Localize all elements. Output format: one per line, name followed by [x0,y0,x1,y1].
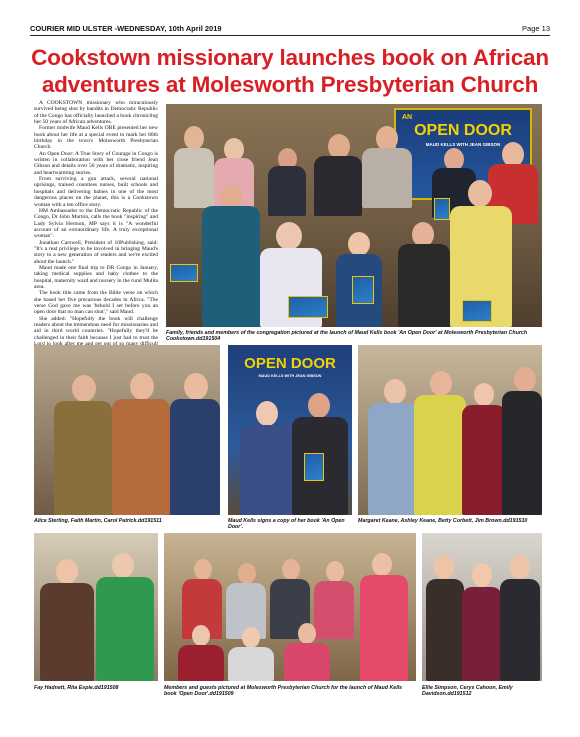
person-head [184,126,204,150]
person-head [72,375,96,402]
person-body [362,148,412,208]
banner-prefix: AN [402,114,413,121]
book-copy [304,453,324,481]
masthead-rule [30,35,550,36]
person-head [184,373,208,400]
banner-subtitle: MAUD KELLS WITH JEAN GIBSON [258,374,322,378]
caption-members-guests: Members and guests pictured at Molesworth Presbyterian Church for the launch of Maud Kells book 'Open Door'.dd191509 [164,685,403,698]
photo-trio-women [34,345,220,515]
person-body [500,579,540,681]
caption-three-girls: Ellie Simpson, Cerys Cahoon, Emily Davidson.dd191512 [422,685,513,698]
photo-book-signing [228,345,352,515]
photo-group-four [358,345,542,515]
person-head [514,367,536,392]
person-body [268,166,306,216]
main-group-photo [166,104,542,327]
banner-title: OPEN DOOR [414,122,512,139]
photo-two-women [34,533,158,681]
person-head [194,559,212,580]
person-head [510,555,530,579]
caption-main-photo: Family, friends and members of the congregation pictured at the launch of Maud Kells book 'An Open Door' at Molesworth Presbyterian Church Cookstown.dd191504 [166,330,528,343]
person-head [298,623,316,644]
person-body [314,156,362,216]
book-copy [434,198,450,220]
person-head [242,627,260,648]
person-head [348,232,370,256]
person-body [284,643,330,681]
person-body [174,148,214,208]
person-body [414,395,466,515]
person-body [398,244,450,327]
caption-photo-trio: Alice Sterling, Faith Martin, Carol Patrick.dd191511 [34,518,162,524]
person-body [54,401,112,515]
person-body [112,399,170,515]
person-body [202,206,260,327]
photo-members-guests [164,533,416,681]
person-head [308,393,330,418]
person-head [238,563,256,584]
person-head [192,625,210,646]
article-paragraph: From surviving a gun attack, several national uprisings, trained countless nurses, built schools and hospitals and delivering babies in one of the most dangerous places on the planet, this is a Cookstown woman with a ten office story. [34,176,158,208]
person-head [474,383,494,406]
caption-group-four: Margaret Keane, Ashley Keane, Betty Corbett, Jim Brown.dd191510 [358,518,528,524]
person-body [228,647,274,681]
person-body [426,579,464,681]
person-head [130,373,154,400]
person-body [178,645,224,681]
person-head [256,401,278,426]
article-paragraph: She added: "Hopefully the book will challenge readers about the tremendous need for missionaries and aid in third world countries. "Hopefully they'll be challenged in their faith because I just had to trust the [34,315,158,341]
person-body [502,391,542,515]
person-body [240,425,294,515]
article-paragraph: Maud made one final trip to DR Congo in January, taking medical supplies and baby clothes to the hospital, maternity ward and nursery in the rural Mulita area. [34,264,158,290]
article-paragraph: Former midwife Maud Kells OBE presented her new book about her life at a special event to mark her 80th birthday in the town's Molesworth Presbyterian Church. [34,125,158,151]
person-head [430,371,452,396]
caption-two-women: Fay Hadnett, Rita Espie.dd191508 [34,685,119,691]
book-copy [462,300,492,322]
person-body [314,581,354,639]
article-body [34,100,158,341]
person-head [112,553,134,578]
article-paragraph: The book title came from the Bible verse on which she based her five precarious decades in Africa. "The verse God gave me was 'behold I set before you an open door that no man can shut'," said Maud. [34,290,158,316]
person-body [360,575,408,681]
person-head [434,555,454,579]
caption-book-signing: Maud Kells signs a copy of her book 'An Open Door'. [228,518,345,531]
headline: Cookstown missionary launches book on African adventures at Molesworth Presbyterian Church [31,45,549,97]
book-copy [352,276,374,304]
article-paragraph: A COOKSTOWN missionary who miraculously survived being shot by bandits in Democratic Republic of the Congo has officially launched a book chronicling her 50 years of African adventures. [34,100,158,126]
masthead [30,22,550,34]
page-number: Page 13 [522,24,550,33]
person-body [462,405,506,515]
article-paragraph: HM Ambassador to the Democratic Republic of the Congo, Dr John Murton, calls the book "inspiring" and Lady Sylvia Hermon, MP says it is "A wonderful account of an extraordinary life. A truly exceptional woman". [34,207,158,240]
person-head [276,222,302,250]
person-head [384,379,406,404]
person-body [170,399,220,515]
person-head [472,563,492,587]
paper-date: COURIER MID ULSTER -WEDNESDAY, 10th April 2019 [30,24,222,33]
person-head [468,180,492,207]
banner-title: OPEN DOOR [244,355,336,372]
article-paragraph: Jonathan Carswell, President of 10Publishing, said: "It's a real privilege to be involved in bringing Maud's story to a new generation of readers and we're excited about the launch." [34,239,158,265]
person-body [368,403,418,515]
person-body [462,587,502,681]
article-paragraph: An Open Door: A True Story of Courage in Congo is written in collaboration with her close friend Jean Gibson and details over 50 years of dramatic, inspiring and heartwarming stories. [34,150,158,176]
person-head [56,559,78,584]
banner-subtitle: MAUD KELLS WITH JEAN GIBSON [425,142,501,147]
photo-three-girls [422,533,542,681]
book-copy [288,296,328,318]
person-head [326,561,344,582]
person-body [40,583,94,681]
book-stack [170,264,198,282]
person-body [96,577,154,681]
person-head [282,559,300,580]
person-head [372,553,392,576]
